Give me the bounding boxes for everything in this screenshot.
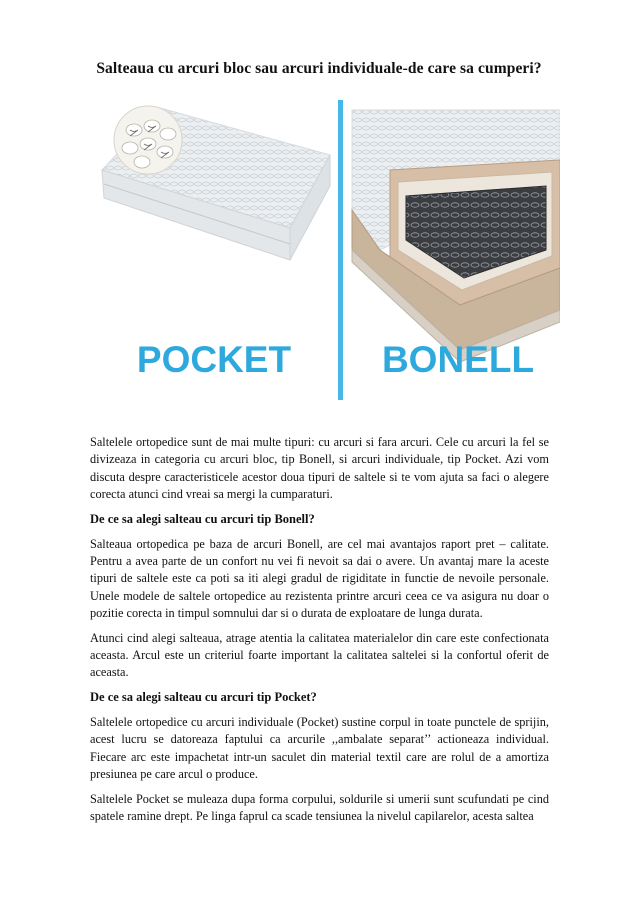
pocket-mattress-graphic — [102, 106, 330, 260]
bonell-mattress-graphic — [352, 110, 560, 362]
divider-line — [338, 100, 343, 400]
page-title: Salteaua cu arcuri bloc sau arcuri individuale-de care sa cumperi? — [96, 60, 542, 77]
intro-paragraph: Saltelele ortopedice sunt de mai multe tipuri: cu arcuri si fara arcuri. Cele cu arcuri la fel se divizeaza in categoria cu arcuri bloc, tip Bonell, si arcuri individuale, tip Pocket. Azi vom discuta despre caracteristicele acestor doua tipuri de saltele si te vom ajuta sa faci o alegere corecta atunci cind vreai sa mergi la cumparaturi. — [90, 435, 549, 502]
bonell-paragraph-2: Atunci cind alegi salteaua, atrage atentia la calitatea materialelor din care este confectionata aceasta. Arcul este un criteriul foarte important la calitatea saltelei si la confortul oferit de aceasta. — [90, 630, 549, 680]
article-body — [90, 434, 549, 832]
mattress-illustration — [90, 100, 560, 410]
heading-bonell: De ce sa alegi salteau cu arcuri tip Bonell? — [90, 511, 315, 526]
pocket-paragraph-1: Saltelele ortopedice cu arcuri individuale (Pocket) sustine corpul in toate punctele de sprijin, acest lucru se datoreaza faptului ca arcurile ,,ambalate separat’’ actioneaza individual. Fiecare arc este impachetat intr-un saculet din material textil care are rolul de a amortiza presiunea pe care arcul o produce. — [90, 714, 549, 782]
heading-pocket: De ce sa alegi salteau cu arcuri tip Pocket? — [90, 689, 317, 704]
pocket-paragraph-2: Saltelele Pocket se muleaza dupa forma corpului, soldurile si umerii sunt scufundati pe cind spatele ramine drept. Pe linga faprul ca scade tensiunea la nivelul capilarelor, acesta saltea — [90, 791, 549, 823]
pocket-label: POCKET — [136, 339, 292, 380]
bonell-label: BONELL — [381, 339, 535, 380]
mattress-comparison-image — [90, 100, 560, 410]
bonell-paragraph-1: Salteaua ortopedica pe baza de arcuri Bonell, are cel mai avantajos raport pret – calitate. Pentru a avea parte de un confort nu vei fi nevoit sa dai o avere. Un avantaj mare la aceste tipuri de saltele este ca poti sa iti alegi gradul de rigiditate in functie de nevoile personale. Unele modele de saltele ortopedice au rezistenta printre arcuri ceea ce va asigura nu doar o pozitie corecta in timpul somnului dar si o durata de exploatare de lunga durata. — [90, 536, 549, 621]
